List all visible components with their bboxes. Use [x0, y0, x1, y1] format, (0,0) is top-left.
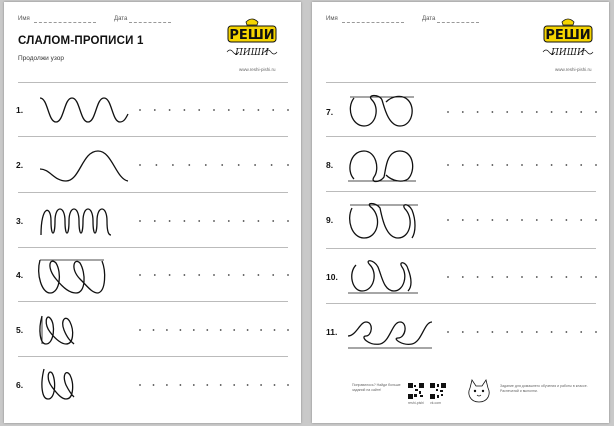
row-divider — [326, 248, 596, 249]
tight-wave-pattern — [38, 201, 116, 241]
guide-dot — [566, 219, 568, 221]
guide-dot — [184, 220, 186, 222]
guide-dot — [506, 164, 508, 166]
guide-dot — [274, 329, 276, 331]
guide-dot — [551, 331, 553, 333]
guide-dot — [492, 164, 494, 166]
date-line — [129, 22, 171, 23]
guide-dot — [233, 329, 235, 331]
guide-dot — [580, 219, 582, 221]
footer-text-left: Понравилось? Найди больше заданий на сайте! — [352, 383, 401, 392]
guide-dot — [260, 329, 262, 331]
guide-dot — [180, 329, 182, 331]
guide-dot — [462, 111, 464, 113]
guide-dot — [287, 109, 289, 111]
guide-dot — [180, 384, 182, 386]
row-divider — [326, 82, 596, 83]
cat-mascot-icon — [464, 378, 494, 406]
row-number: 4. — [16, 270, 24, 280]
guide-dot — [287, 274, 289, 276]
logo-bottom-word: ПИШИ — [235, 48, 269, 58]
guide-dot — [566, 331, 568, 333]
guide-dot — [156, 164, 158, 166]
name-line — [34, 22, 96, 23]
guide-dot — [595, 331, 597, 333]
row-divider — [18, 301, 288, 302]
guide-dot — [287, 220, 289, 222]
row-number: 11. — [326, 327, 338, 337]
row-divider — [18, 136, 288, 137]
guide-dot — [139, 329, 141, 331]
guide-dot — [462, 331, 464, 333]
guide-dot — [566, 111, 568, 113]
guide-dot — [462, 219, 464, 221]
guide-dot — [213, 274, 215, 276]
guide-dot — [447, 331, 449, 333]
guide-dot — [154, 220, 156, 222]
guide-dot — [566, 276, 568, 278]
guide-dot — [228, 109, 230, 111]
guide-dot — [580, 111, 582, 113]
circles-small-pattern — [346, 257, 422, 301]
guide-dot — [492, 219, 494, 221]
guide-dot — [247, 384, 249, 386]
guide-dot — [287, 329, 289, 331]
guide-dot — [198, 220, 200, 222]
row-divider — [326, 191, 596, 192]
guide-dot — [287, 384, 289, 386]
vertical-loops-pattern — [36, 310, 78, 350]
guide-dot — [272, 220, 274, 222]
guide-dot — [169, 220, 171, 222]
guide-dot — [213, 220, 215, 222]
worksheet-page-right — [312, 2, 609, 423]
ovals-top-pattern — [346, 92, 418, 132]
guide-dot — [536, 111, 538, 113]
guide-dot — [536, 164, 538, 166]
guide-dot — [595, 219, 597, 221]
guide-dot — [462, 164, 464, 166]
guide-dot — [206, 329, 208, 331]
guide-dot — [166, 329, 168, 331]
guide-dot — [536, 331, 538, 333]
guide-dot — [198, 109, 200, 111]
task-row-9 — [312, 200, 609, 240]
guide-dot — [153, 384, 155, 386]
row-divider — [18, 247, 288, 248]
guide-dot — [506, 111, 508, 113]
guide-dot — [139, 274, 141, 276]
guide-dot — [221, 164, 223, 166]
guide-dot — [272, 109, 274, 111]
wave-pattern — [38, 90, 130, 130]
date-label: Дата — [422, 16, 436, 22]
loops-pattern — [36, 255, 108, 299]
guide-dot — [154, 109, 156, 111]
cursive-loops-pattern — [346, 312, 436, 352]
guide-dot — [580, 276, 582, 278]
guide-dot — [521, 331, 523, 333]
guide-dot — [220, 329, 222, 331]
name-line — [342, 22, 404, 23]
guide-dot — [154, 274, 156, 276]
guide-dot — [536, 276, 538, 278]
qr-caption: reshi-pishi — [408, 401, 424, 405]
qr-code-icon[interactable] — [408, 383, 424, 399]
guide-dot — [477, 219, 479, 221]
task-row-11 — [312, 312, 609, 352]
guide-dot — [492, 331, 494, 333]
row-number: 2. — [16, 160, 24, 170]
guide-dot — [506, 219, 508, 221]
qr-caption: vk.com — [430, 401, 442, 405]
guide-dot — [169, 109, 171, 111]
guide-dot — [447, 219, 449, 221]
guide-dot — [153, 329, 155, 331]
date-label: Дата — [114, 16, 128, 22]
guide-dot — [462, 276, 464, 278]
row-number: 6. — [16, 380, 24, 390]
ovals-bottom-pattern — [346, 145, 420, 189]
guide-dot — [521, 276, 523, 278]
guide-dot — [521, 111, 523, 113]
row-number: 7. — [326, 107, 334, 117]
guide-dot — [566, 164, 568, 166]
guide-dot — [272, 274, 274, 276]
guide-dot — [243, 109, 245, 111]
task-row-1 — [4, 90, 301, 130]
guide-dot — [492, 276, 494, 278]
row-divider — [18, 356, 288, 357]
site-url: www.reshi-pishi.ru — [555, 67, 592, 72]
row-divider — [326, 136, 596, 137]
name-label: Имя — [326, 16, 338, 22]
guide-dot — [595, 111, 597, 113]
guide-dot — [447, 111, 449, 113]
worksheet-title: СЛАЛОМ-ПРОПИСИ 1 — [18, 35, 144, 47]
footer-text-right: Задание для домашнего обучения и работы в классе. Распечатай и выполни. — [500, 384, 588, 393]
guide-dot — [139, 384, 141, 386]
guide-dot — [492, 111, 494, 113]
guide-dot — [193, 329, 195, 331]
guide-dot — [198, 274, 200, 276]
guide-dot — [247, 329, 249, 331]
guide-dot — [213, 109, 215, 111]
reshi-pishi-logo — [224, 14, 280, 72]
logo-bottom-word: ПИШИ — [551, 48, 585, 58]
row-number: 1. — [16, 105, 24, 115]
task-row-4 — [4, 255, 301, 295]
guide-dot — [551, 276, 553, 278]
guide-dot — [193, 384, 195, 386]
reshi-pishi-logo — [540, 14, 596, 72]
row-number: 10. — [326, 272, 338, 282]
guide-dot — [447, 276, 449, 278]
guide-dot — [551, 111, 553, 113]
name-label: Имя — [18, 16, 30, 22]
guide-dot — [506, 331, 508, 333]
guide-dot — [258, 220, 260, 222]
guide-dot — [595, 276, 597, 278]
task-row-8 — [312, 145, 609, 185]
guide-dot — [169, 274, 171, 276]
guide-dot — [287, 164, 289, 166]
row-divider — [326, 303, 596, 304]
guide-dot — [184, 274, 186, 276]
guide-dot — [477, 164, 479, 166]
guide-dot — [551, 219, 553, 221]
guide-dot — [254, 164, 256, 166]
guide-dot — [233, 384, 235, 386]
guide-dot — [243, 274, 245, 276]
guide-dot — [243, 220, 245, 222]
guide-dot — [228, 220, 230, 222]
row-number: 8. — [326, 160, 334, 170]
logo-top-word: РЕШИ — [545, 28, 591, 43]
guide-dot — [228, 274, 230, 276]
row-divider — [18, 82, 288, 83]
guide-dot — [536, 219, 538, 221]
guide-dot — [184, 109, 186, 111]
guide-dot — [258, 109, 260, 111]
row-number: 5. — [16, 325, 24, 335]
site-url: www.reshi-pishi.ru — [239, 67, 276, 72]
circles-pattern — [346, 200, 422, 244]
guide-dot — [188, 164, 190, 166]
row-divider — [18, 192, 288, 193]
guide-dot — [271, 164, 273, 166]
guide-dot — [166, 384, 168, 386]
guide-dot — [258, 274, 260, 276]
vertical-loops-pattern — [36, 365, 78, 405]
guide-dot — [274, 384, 276, 386]
task-row-2 — [4, 145, 301, 185]
guide-dot — [521, 164, 523, 166]
guide-dot — [206, 384, 208, 386]
logo-top-word: РЕШИ — [229, 28, 275, 43]
task-row-5 — [4, 310, 301, 350]
guide-dot — [477, 331, 479, 333]
guide-dot — [551, 164, 553, 166]
wide-wave-pattern — [38, 145, 134, 185]
guide-dot — [139, 220, 141, 222]
task-row-10 — [312, 257, 609, 297]
task-row-3 — [4, 201, 301, 241]
guide-dot — [506, 276, 508, 278]
guide-dot — [238, 164, 240, 166]
worksheet-subtitle: Продолжи узор — [18, 55, 64, 62]
guide-dot — [139, 164, 141, 166]
guide-dot — [220, 384, 222, 386]
guide-dot — [580, 331, 582, 333]
guide-dot — [447, 164, 449, 166]
task-row-7 — [312, 92, 609, 132]
guide-dot — [260, 384, 262, 386]
date-line — [437, 22, 479, 23]
worksheet-page-left — [4, 2, 301, 423]
row-number: 9. — [326, 215, 334, 225]
guide-dot — [580, 164, 582, 166]
guide-dot — [139, 109, 141, 111]
task-row-6 — [4, 365, 301, 405]
guide-dot — [595, 164, 597, 166]
guide-dot — [172, 164, 174, 166]
guide-dot — [205, 164, 207, 166]
guide-dot — [477, 111, 479, 113]
qr-code-icon[interactable] — [430, 383, 446, 399]
guide-dot — [521, 219, 523, 221]
row-number: 3. — [16, 216, 24, 226]
guide-dot — [477, 276, 479, 278]
